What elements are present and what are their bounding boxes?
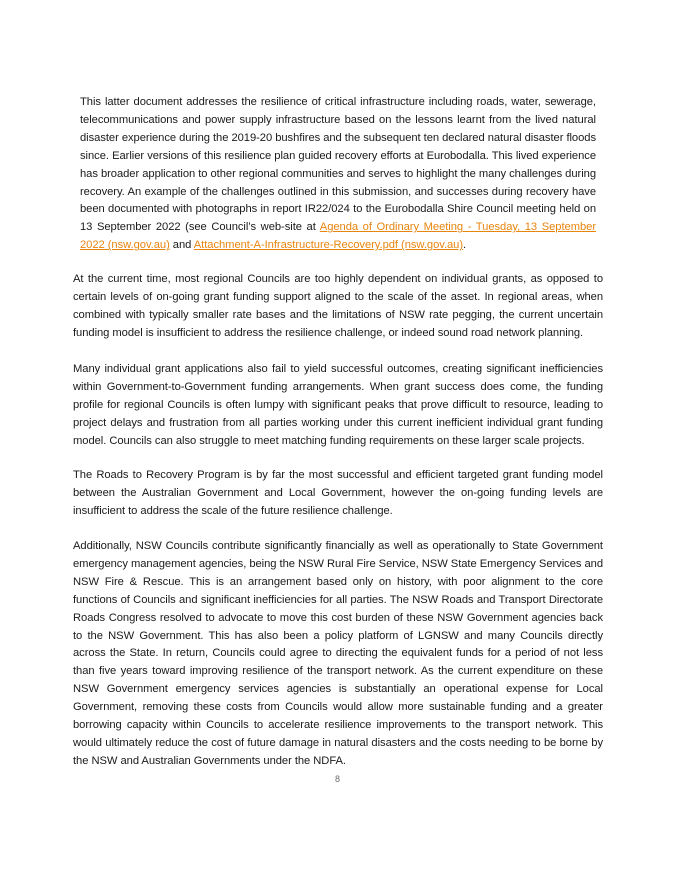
- body-paragraph-roads-to-recovery: The Roads to Recovery Program is by far the most successful and efficient targeted grant funding model between the Australian Government and Local Government, however the on-going funding levels are insufficient to address the scale of the future resilience challenge.: [73, 469, 603, 517]
- indented-quote-paragraph: [80, 94, 596, 255]
- body-paragraph-grants-dependence: At the current time, most regional Councils are too highly dependent on individual grants, as opposed to certain levels of on-going grant funding support aligned to the scale of the asset. In regional areas, when combined with typically smaller rate bases and the limitations of NSW rate pegging, the current uncertain funding model is insufficient to address the resilience challenge, or indeed sound road network planning.: [73, 273, 603, 339]
- body-paragraph-emergency-services-costs: Additionally, NSW Councils contribute significantly financially as well as operationally to State Government emergency management agencies, being the NSW Rural Fire Service, NSW State Emergency Services and NSW Fire & Rescue. This is an arrangement based only on history, with poor alignment to the core functions of Councils and significant inefficiencies for all parties. The NSW Roads and Transport Directorate Roads Congress resolved to advocate to move this cost burden of these NSW Government agencies back to the NSW Government. This has also been a policy platform of LGNSW and many Councils directly across the State. In return, Councils could agree to directing the equivalent funds for a period of not less than five years toward improving resilience of the transport network. As the current expenditure on these NSW Government emergency services agencies is substantially an operational expense for Local Government, removing these costs from Councils would allow more sustainable funding and a greater borrowing capacity within Councils to accelerate resilience improvements to the transport network. This would ultimately reduce the cost of future damage in natural disasters and the costs needing to be borne by the NSW and Australian Governments under the NDFA.: [73, 540, 603, 767]
- body-paragraph-grant-inefficiencies: Many individual grant applications also fail to yield successful outcomes, creating significant inefficiencies within Government-to-Government funding arrangements. When grant success does come, the funding profile for regional Councils is often lumpy with significant peaks that prove difficult to resource, leading to project delays and frustration from all parties working under this current inefficient individual grant funding model. Councils can also struggle to meet matching funding requirements on these larger scale projects.: [73, 363, 603, 447]
- quote-text-after: .: [463, 239, 467, 252]
- quote-text-before: This latter document addresses the resilience of critical infrastructure including roads, water, sewerage, telecommunications and power supply infrastructure based on the lessons learnt from the lived natural disaster experience during the 2019-20 bushfires and the subsequent ten declared natural disaster floods since. Earlier versions of this resilience plan guided recovery efforts at Eurobodalla. This lived experience has broader application to other regional communities and serves to highlight the many challenges during recovery. An example of the challenges outlined in this submission, and successes during recovery have been documented with photographs in report IR22/024 to the Eurobodalla Shire Council meeting held on 13 September 2022 (see Council’s web-site at: [80, 96, 596, 234]
- quote-text-between: and: [169, 239, 194, 252]
- page-number: 8: [334, 774, 340, 784]
- attachment-infrastructure-recovery-link[interactable]: Attachment-A-Infrastructure-Recovery.pdf (nsw.gov.au): [193, 239, 464, 252]
- agenda-meeting-link[interactable]: Agenda of Ordinary Meeting - Tuesday, 13 September 2022 (nsw.gov.au): [80, 221, 596, 252]
